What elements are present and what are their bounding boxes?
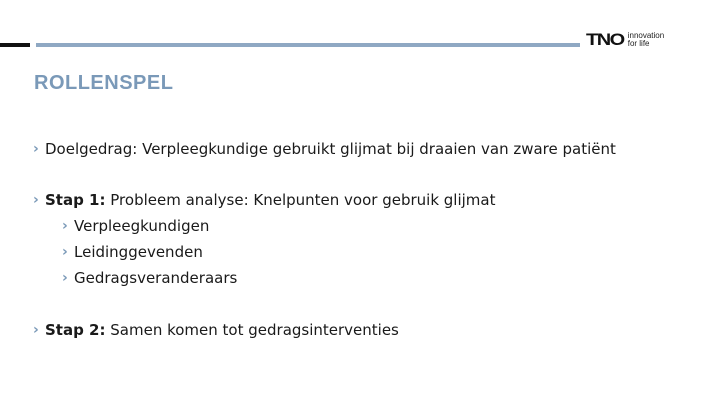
bullet-goal (33, 140, 616, 158)
logo-tagline-line1: innovation (627, 31, 665, 40)
bullet-text: Probleem analyse: Knelpunten voor gebruik glijmat (105, 191, 496, 209)
chevron-right-icon: › (33, 322, 39, 338)
sub-bullet-nurses (62, 217, 209, 235)
chevron-right-icon: › (62, 244, 68, 260)
logo-tagline (628, 32, 664, 48)
chevron-right-icon: › (62, 270, 68, 286)
slide-title: ROLLENSPEL (34, 72, 174, 94)
bullet-text: Doelgedrag: Verpleegkundige gebruikt glijmat bij draaien van zware patiënt (45, 140, 616, 158)
bullet-lead: Stap 2: (45, 321, 106, 339)
sub-bullet-change-agents (62, 269, 237, 287)
bullet-text: Gedragsveranderaars (74, 269, 238, 287)
header-rule-blue-segment (36, 43, 580, 47)
bullet-text: Verpleegkundigen (74, 217, 210, 235)
bullet-step1 (33, 191, 496, 209)
bullet-text: Leidinggevenden (74, 243, 203, 261)
chevron-right-icon: › (62, 218, 68, 234)
chevron-right-icon: › (33, 141, 39, 157)
bullet-lead: Stap 1: (45, 191, 106, 209)
logo-mark: TNO (586, 30, 624, 50)
bullet-text: Samen komen tot gedragsinterventies (105, 321, 399, 339)
logo-tagline-line2: for life (627, 39, 650, 48)
chevron-right-icon: › (33, 192, 39, 208)
tno-logo (586, 30, 664, 50)
header-rule-dark-segment (0, 43, 30, 47)
sub-bullet-managers (62, 243, 203, 261)
bullet-step2 (33, 321, 399, 339)
